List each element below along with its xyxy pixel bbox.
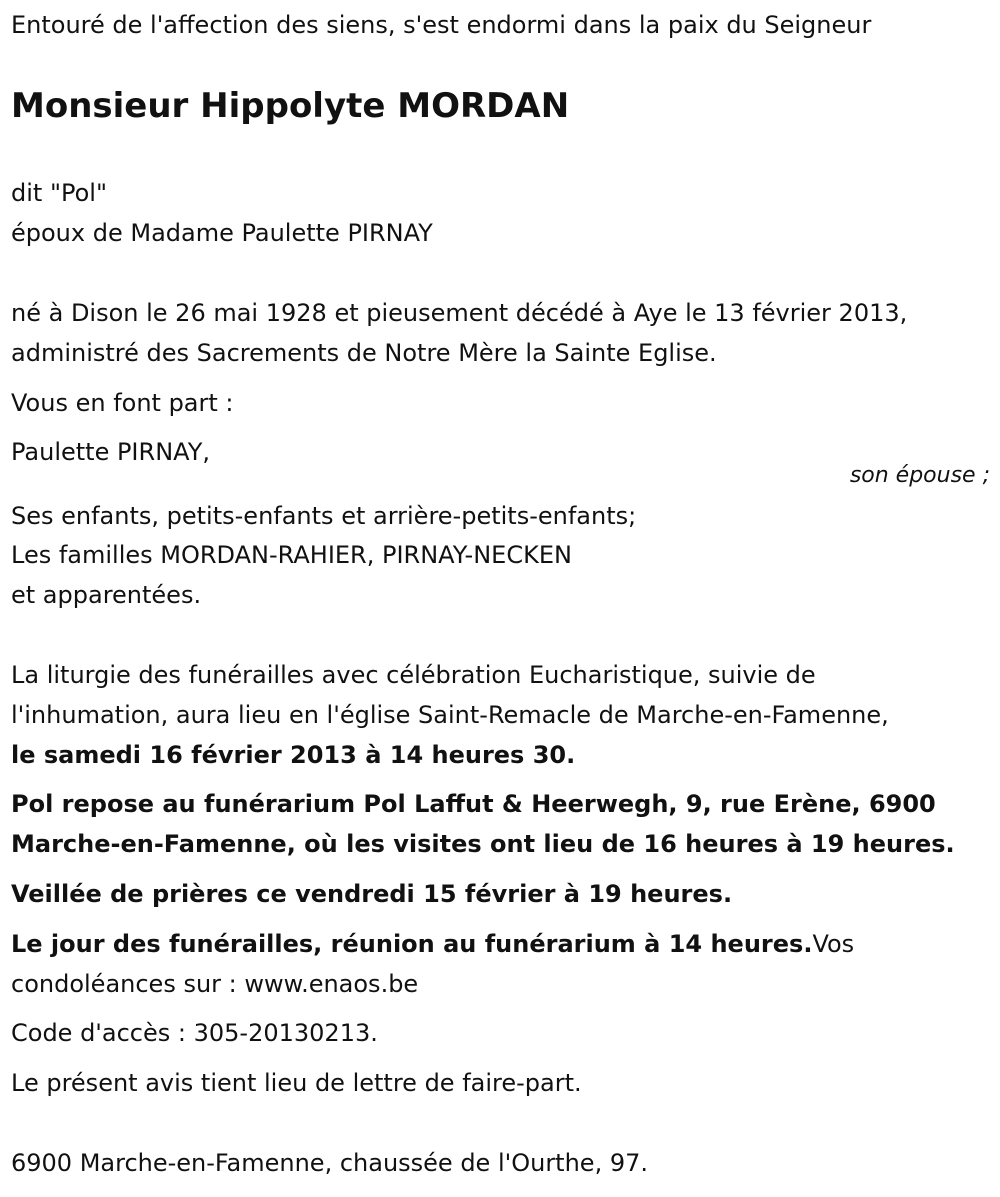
spouse-line: époux de Madame Paulette PIRNAY xyxy=(11,219,433,247)
deceased-name: Monsieur Hippolyte MORDAN xyxy=(11,86,570,126)
access-code: Code d'accès : 305-20130213. xyxy=(11,1019,378,1047)
sacraments-line: administré des Sacrements de Notre Mère la Sainte Eglise. xyxy=(11,339,717,367)
meeting-bold: Le jour des funérailles, réunion au funérarium à 14 heures. xyxy=(11,930,813,958)
funeral-line-2: l'inhumation, aura lieu en l'église Saint-Remacle de Marche-en-Famenne, xyxy=(11,701,889,729)
families-line: Les familles MORDAN-RAHIER, PIRNAY-NECKEN xyxy=(11,541,572,569)
condolences-line: condoléances sur : www.enaos.be xyxy=(11,970,419,998)
rest-line-2: Marche-en-Famenne, où les visites ont lieu de 16 heures à 19 heures. xyxy=(11,830,955,858)
funeral-line-1: La liturgie des funérailles avec célébration Eucharistique, suivie de xyxy=(11,661,816,689)
announce-line: Vous en font part : xyxy=(11,389,234,417)
intro-text: Entouré de l'affection des siens, s'est endormi dans la paix du Seigneur xyxy=(11,11,872,39)
children-line: Ses enfants, petits-enfants et arrière-petits-enfants; xyxy=(11,502,637,530)
address-line: 6900 Marche-en-Famenne, chaussée de l'Ourthe, 97. xyxy=(11,1149,648,1177)
birth-death-line: né à Dison le 26 mai 1928 et pieusement décédé à Aye le 13 février 2013, xyxy=(11,299,908,327)
condolences-start: Vos xyxy=(812,930,855,958)
meeting-line xyxy=(11,929,854,959)
nickname: dit "Pol" xyxy=(11,179,107,207)
spouse-name: Paulette PIRNAY, xyxy=(11,438,210,466)
related-line: et apparentées. xyxy=(11,581,202,609)
funeral-date: le samedi 16 février 2013 à 14 heures 30. xyxy=(11,741,576,769)
spouse-role: son épouse ; xyxy=(849,463,990,488)
rest-line-1: Pol repose au funérarium Pol Laffut & Heerwegh, 9, rue Erène, 6900 xyxy=(11,790,936,818)
notice-line: Le présent avis tient lieu de lettre de faire-part. xyxy=(11,1069,582,1097)
vigil-line: Veillée de prières ce vendredi 15 février à 19 heures. xyxy=(11,880,733,908)
